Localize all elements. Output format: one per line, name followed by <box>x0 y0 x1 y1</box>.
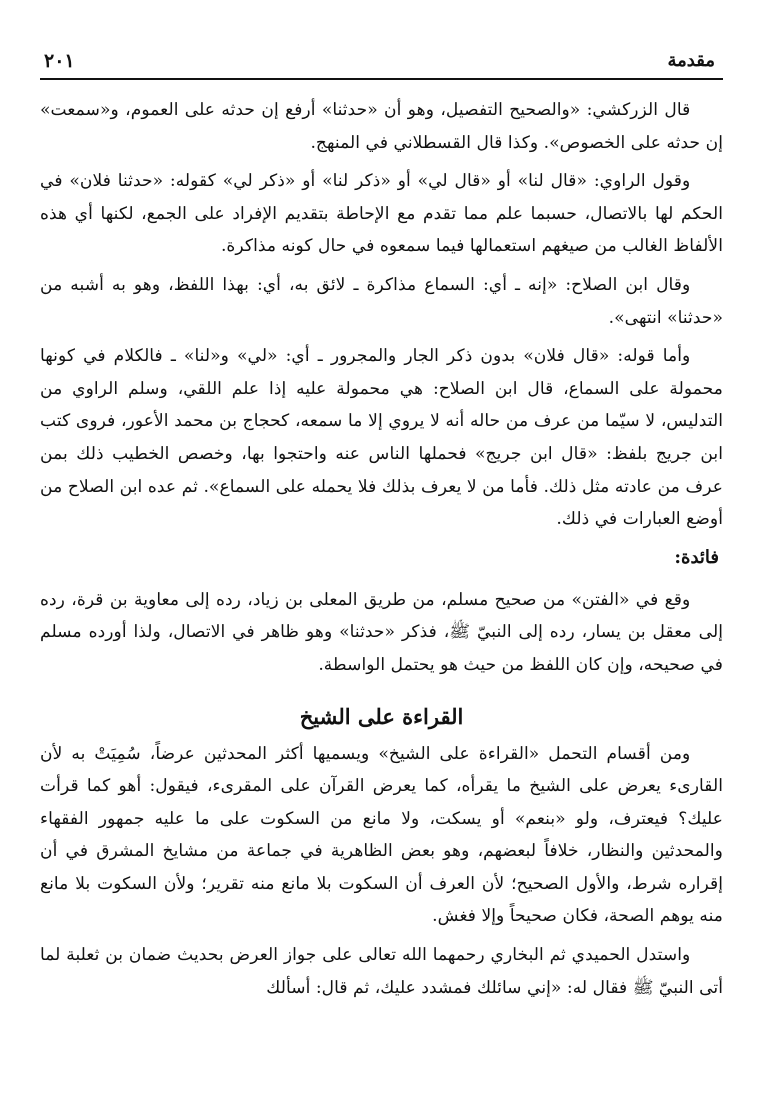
faida-paragraph: وقع في «الفتن» من صحيح مسلم، من طريق المعلى بن زياد، رده إلى معاوية بن قرة، رده إلى معقل بن يسار، رده إلى النبيّ ﷺ، فذكر «حدثنا» وهو ظاهر في الاتصال، ولذا أورده مسلم في صحيحه، وإن كان اللفظ من حيث هو يحتمل الواسطة. <box>40 589 723 675</box>
faida-label: فائدة: <box>674 546 719 568</box>
page-header <box>40 0 723 80</box>
chapter-title: مقدمة <box>667 50 715 71</box>
paragraph-qala-fulan: وأما قوله: «قال فلان» بدون ذكر الجار والمجرور ـ أي: «لي» و«لنا» ـ فالكلام في كونها محمولة على السماع، قال ابن الصلاح: هي محمولة عليه إذا علم اللقي، وسلم الراوي من التدليس، لا سيّما من عرف من حاله أنه لا يروي إلا ما سمعه، كحجاج بن محمد الأعور، فروى كتب ابن جريج بلفظ: «قال ابن جريج» فحملها الناس عنه واحتجوا بها، وخصص الخطيب ذلك بمن عرف من عادته مثل ذلك. فأما من لا يعرف بذلك فلا يحمله على السماع». ثم عده ابن الصلاح من أوضع العبارات في ذلك. <box>40 346 723 530</box>
section-title: القراءة على الشيخ <box>299 703 464 729</box>
section-paragraph: واستدل الحميدي ثم البخاري رحمهما الله تعالى على جواز العرض بحديث ضمان بن ثعلبة لما أتى النبيّ ﷺ فقال له: «إني سائلك فمشدد عليك، ثم قال: أسألك <box>40 945 723 998</box>
paragraph-rawi: وقول الراوي: «قال لنا» أو «قال لي» أو «ذكر لنا» أو «ذكر لي» كقوله: «حدثنا فلان» في الحكم لها بالاتصال، حسبما علم مما تقدم مع الإحاطة بتقديم الإفراد على الجمع، لكنها أي هذه الألفاظ الغالب من صيغهم استعمالها فيما سمعوه في حال كونه مذاكرة. <box>40 171 723 257</box>
section-paragraph: ومن أقسام التحمل «القراءة على الشيخ» ويسميها أكثر المحدثين عرضاً، سُمِيَتْ به لأن القارىء يعرض على الشيخ ما يقرأه، كما يعرض القرآن على المقرىء، فيقول: أهو كما قرأت عليك؟ فيعترف، ولو «بنعم» أو يسكت، ولا مانع من السكوت على ما عليه جمهور الفقهاء والمحدثين والنظار، خلافاً لبعضهم، وهو بعض الظاهرية في جماعة من مشايخ المشرق في أن إقراره شرط، والأول الصحيح؛ لأن العرف أن السكوت بلا مانع منه تقرير؛ ولأن السكوت بلا مانع منه يوهم الصحة، فكان صحيحاً وإلا فغش. <box>40 743 723 927</box>
paragraph-ibn-salah: وقال ابن الصلاح: «إنه ـ أي: السماع مذاكرة ـ لائق به، أي: بهذا اللفظ، وهو به أشبه من «حدثنا» انتهى». <box>40 274 723 328</box>
page-number: ٢٠١ <box>44 50 75 72</box>
page-body <box>40 94 723 1004</box>
paragraph-zarkashi: قال الزركشي: «والصحيح التفصيل، وهو أن «حدثنا» أرفع إن حدثه على العموم، و«سمعت» إن حدثه على الخصوص». وكذا قال القسطلاني في المنهج. <box>40 100 723 153</box>
